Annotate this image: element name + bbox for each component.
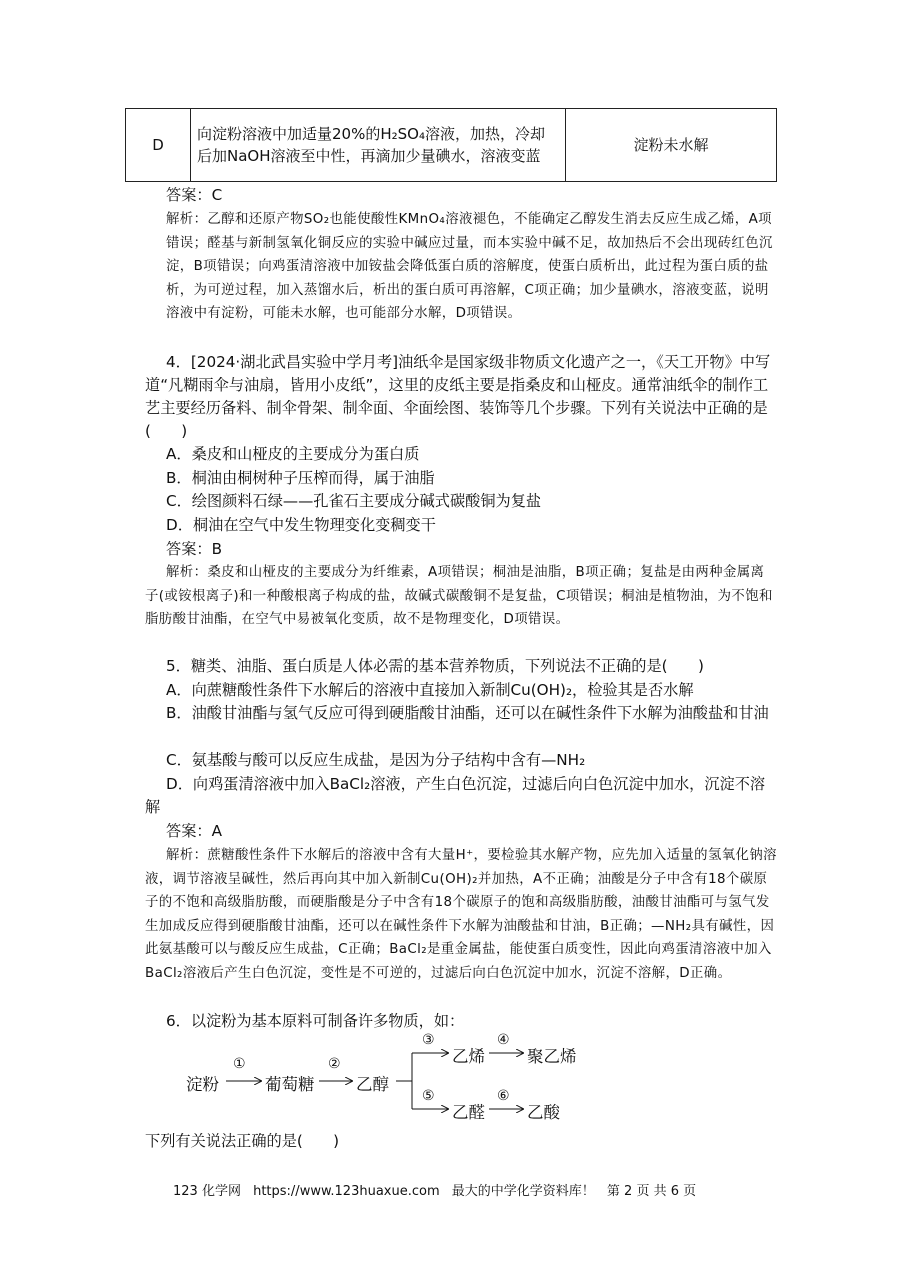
q4-stem: 4．[2024·湖北武昌实验中学月考]油纸伞是国家级非物质文化遗产之一，《天工开物》中写道“凡糊雨伞与油扇，皆用小皮纸”，这里的皮纸主要是指桑皮和山桠皮。通常油纸伞的制作工艺主要经历备料、制伞骨架、制伞面、伞面绘图、装饰等几个步骤。下列有关说法中正确的是( ): [145, 353, 771, 440]
q5-option-c: C．氨基酸与酸可以反应生成盐，是因为分子结构中含有—NH₂: [166, 751, 586, 769]
q6-stem: 6．以淀粉为基本原料可制备许多物质，如：: [166, 1012, 465, 1030]
q6-question: 下列有关说法正确的是( ): [145, 1132, 340, 1150]
reaction-flowchart: [186, 1032, 606, 1131]
q3-analysis: 解析：乙醇和还原产物SO₂也能使酸性KMnO₄溶液褪色，不能确定乙醇发生消去反应生成乙烯，A项错误；醛基与新制氢氧化铜反应的实验中碱应过量，而本实验中碱不足，故加热后不会出现砖红色沉淀，B项错误；向鸡蛋清溶液中加铵盐会降低蛋白质的溶解度，使蛋白质析出，此过程为蛋白质的盐析，为可逆过程，加入蒸馏水后，析出的蛋白质可再溶解，C项正确；加少量碘水，溶液变蓝，说明溶液中有淀粉，可能未水解，也可能部分水解，D项错误。: [166, 212, 773, 321]
flow-step-2: ②: [328, 1056, 341, 1072]
flow-acetic-acid: 乙酸: [527, 1103, 560, 1122]
flow-acetaldehyde: 乙醛: [452, 1103, 485, 1122]
flow-polyethylene: 聚乙烯: [527, 1047, 577, 1066]
flow-glucose: 葡萄糖: [265, 1075, 315, 1094]
option-table: [125, 108, 777, 182]
q4-option-d: D．桐油在空气中发生物理变化变稠变干: [166, 516, 436, 534]
page-footer: [173, 1180, 704, 1199]
footer-page-number: 第 2 页 共 6 页: [606, 1184, 697, 1199]
q4-option-c: C．绘图颜料石绿——孔雀石主要成分碱式碳酸铜为复盐: [166, 492, 542, 510]
q4-analysis: 解析：桑皮和山桠皮的主要成分为纤维素，A项错误；桐油是油脂，B项正确；复盐是由两种金属离子(或铵根离子)和一种酸根离子构成的盐，故碱式碳酸铜不是复盐，C项错误；桐油是植物油，为不饱和脂肪酸甘油酯，在空气中易被氧化变质，故不是物理变化，D项错误。: [145, 565, 773, 627]
table-row: [126, 109, 777, 182]
q4-option-b: B．桐油由桐树种子压榨而得，属于油脂: [166, 469, 435, 487]
q5-answer: 答案：A: [166, 822, 222, 840]
q4-answer: 答案：B: [166, 540, 222, 558]
option-description: 向淀粉溶液中加适量20%的H₂SO₄溶液，加热，冷却后加NaOH溶液至中性，再滴加少量碘水，溶液变蓝: [191, 109, 566, 182]
flow-ethanol: 乙醇: [356, 1075, 389, 1094]
flow-ethylene: 乙烯: [452, 1047, 485, 1066]
flow-starch: 淀粉: [186, 1075, 219, 1094]
flow-step-3: ③: [422, 1032, 435, 1048]
flow-step-4: ④: [497, 1032, 510, 1048]
q5-analysis: 解析：蔗糖酸性条件下水解后的溶液中含有大量H⁺，要检验其水解产物，应先加入适量的氢氧化钠溶液，调节溶液呈碱性，然后再向其中加入新制Cu(OH)₂并加热，A不正确；油酸是分子中含有18个碳原子的不饱和高级脂肪酸，而硬脂酸是分子中含有18个碳原子的饱和高级脂肪酸，油酸甘油酯可与氢气发生加成反应得到硬脂酸甘油酯，还可以在碱性条件下水解为油酸盐和甘油，B正确；—NH₂具有碱性，因此氨基酸可以与酸反应生成盐，C正确；BaCl₂是重金属盐，能使蛋白质变性，因此向鸡蛋清溶液中加入BaCl₂溶液后产生白色沉淀，变性是不可逆的，过滤后向白色沉淀中加水，沉淀不溶解，D正确。: [145, 848, 777, 981]
footer-site: 123 化学网: [173, 1184, 241, 1199]
footer-slogan: 最大的中学化学资料库！: [451, 1184, 595, 1199]
flow-step-6: ⑥: [497, 1088, 510, 1104]
flow-step-5: ⑤: [422, 1088, 435, 1104]
q3-answer: 答案：C: [166, 186, 223, 204]
option-conclusion: 淀粉未水解: [566, 109, 777, 182]
flow-step-1: ①: [233, 1056, 246, 1072]
option-letter: D: [126, 109, 191, 182]
footer-url[interactable]: https://www.123huaxue.com: [253, 1184, 440, 1199]
q5-option-d: D．向鸡蛋清溶液中加入BaCl₂溶液，产生白色沉淀，过滤后向白色沉淀中加水，沉淀不溶解: [145, 775, 766, 816]
q5-option-a: A．向蔗糖酸性条件下水解后的溶液中直接加入新制Cu(OH)₂，检验其是否水解: [166, 681, 694, 699]
q5-option-b: B．油酸甘油酯与氢气反应可得到硬脂酸甘油酯，还可以在碱性条件下水解为油酸盐和甘油: [166, 704, 769, 722]
q4-option-a: A．桑皮和山桠皮的主要成分为蛋白质: [166, 445, 420, 463]
q5-stem: 5．糖类、油脂、蛋白质是人体必需的基本营养物质，下列说法不正确的是( ): [166, 657, 704, 675]
